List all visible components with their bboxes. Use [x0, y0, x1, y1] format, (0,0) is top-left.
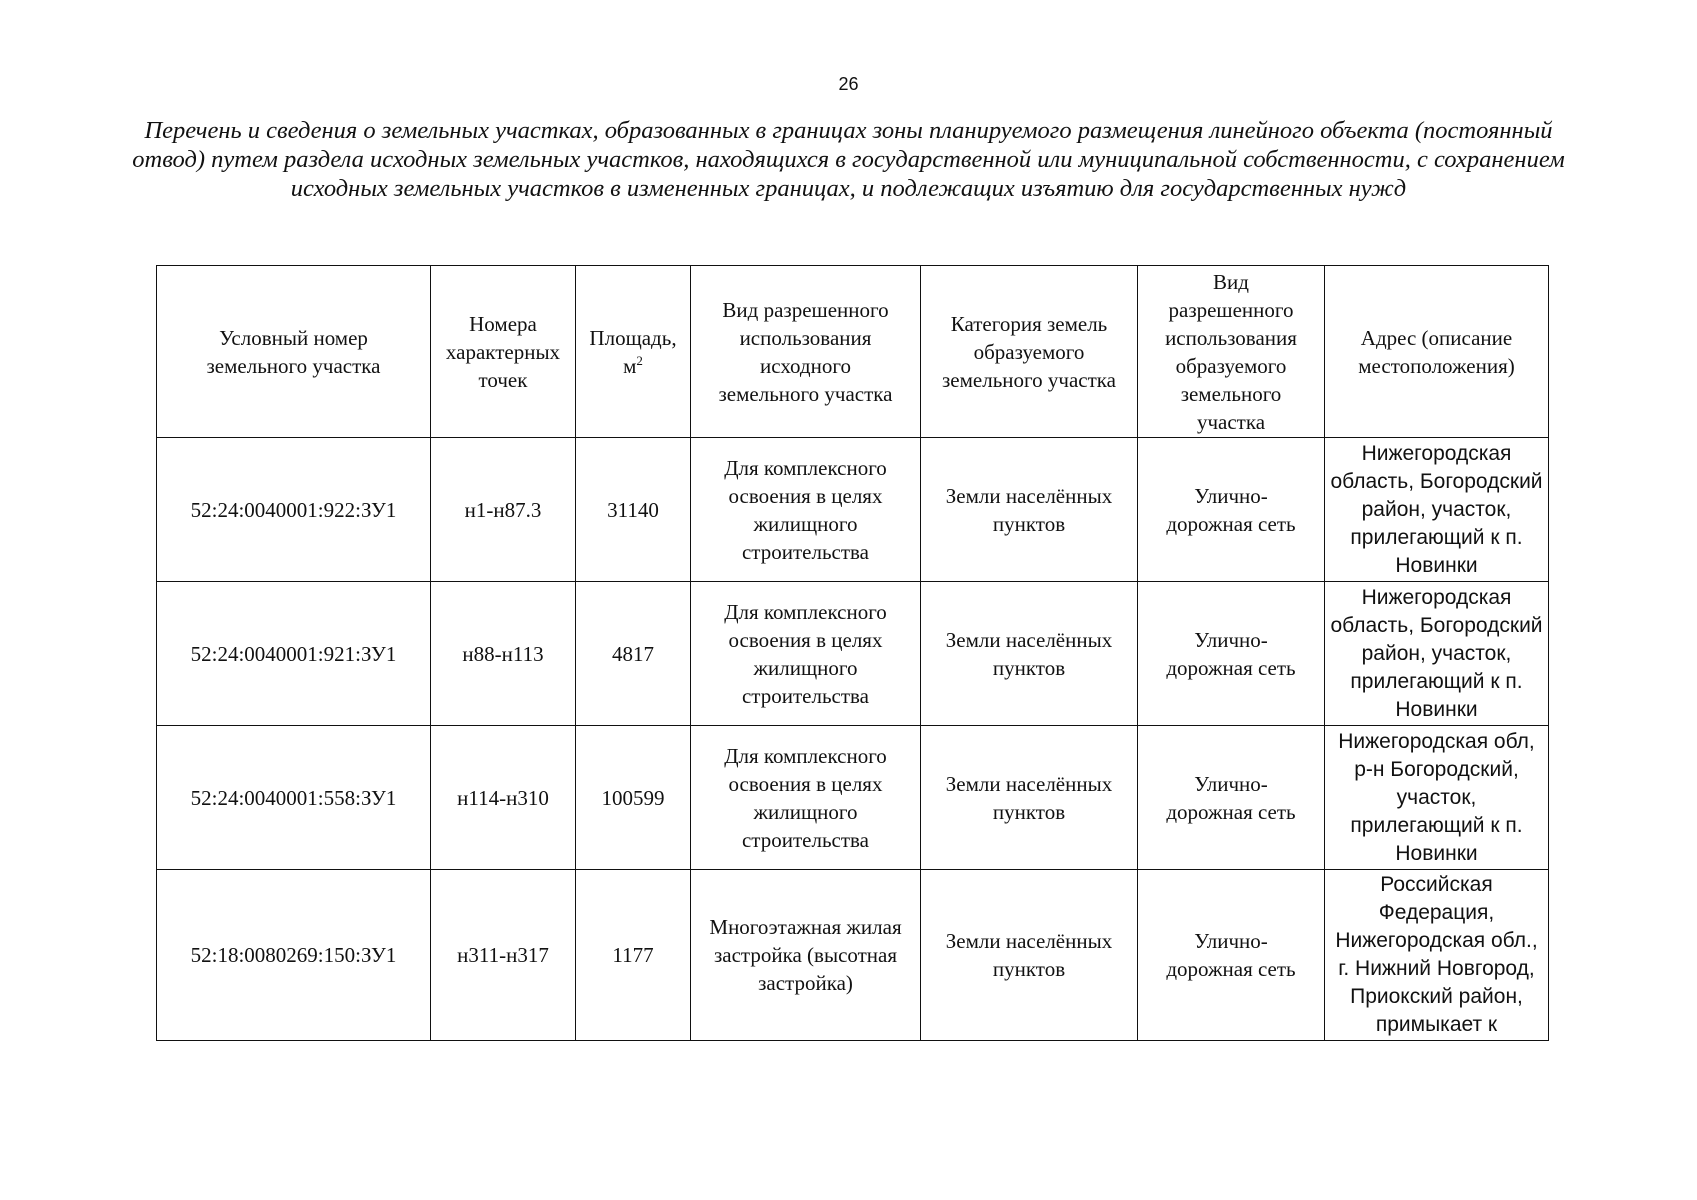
header-area [576, 266, 691, 438]
header-address: Адрес (описание местоположения) [1325, 266, 1549, 438]
cell-points: н114-н310 [431, 726, 576, 870]
header-area-label: Площадь, м [589, 325, 677, 378]
cell-area: 1177 [576, 870, 691, 1041]
table-row [157, 438, 1549, 582]
header-new-permitted-use: Вид разрешенного использования образуемого земельного участка [1138, 266, 1325, 438]
cell-new-use: Улично- дорожная сеть [1138, 582, 1325, 726]
cell-plot-number: 52:18:0080269:150:ЗУ1 [157, 870, 431, 1041]
cell-points: н1-н87.3 [431, 438, 576, 582]
document-title: Перечень и сведения о земельных участках, образованных в границах зоны планируемого размещения линейного объекта (постоянный отвод) путем раздела исходных земельных участков, находящихся в государственной или муниципальной собственности, с сохранением исходных земельных участков в измененных границах, и подлежащих изъятию для государственных нужд [132, 117, 1565, 202]
cell-new-use: Улично- дорожная сеть [1138, 726, 1325, 870]
cell-source-use: Многоэтажная жилая застройка (высотная застройка) [691, 870, 921, 1041]
cell-category: Земли населённых пунктов [921, 438, 1138, 582]
page-number: 26 [838, 74, 859, 94]
header-area-unit-superscript: 2 [636, 352, 643, 368]
header-source-permitted-use: Вид разрешенного использования исходного земельного участка [691, 266, 921, 438]
table-header-row [157, 266, 1549, 438]
cell-address: Нижегородская область, Богородский район, участок, прилегающий к п. Новинки [1325, 438, 1549, 582]
cell-points: н311-н317 [431, 870, 576, 1041]
cell-source-use: Для комплексного освоения в целях жилищного строительства [691, 726, 921, 870]
cell-address: Нижегородская обл, р-н Богородский, участок, прилегающий к п. Новинки [1325, 726, 1549, 870]
table-row [157, 726, 1549, 870]
cell-plot-number: 52:24:0040001:558:ЗУ1 [157, 726, 431, 870]
land-plots-table [156, 265, 1549, 1041]
cell-category: Земли населённых пунктов [921, 582, 1138, 726]
header-land-category: Категория земель образуемого земельного участка [921, 266, 1138, 438]
header-plot-number: Условный номер земельного участка [157, 266, 431, 438]
cell-new-use: Улично- дорожная сеть [1138, 870, 1325, 1041]
cell-area: 100599 [576, 726, 691, 870]
cell-points: н88-н113 [431, 582, 576, 726]
cell-address: Нижегородская область, Богородский район, участок, прилегающий к п. Новинки [1325, 582, 1549, 726]
cell-area: 31140 [576, 438, 691, 582]
cell-area: 4817 [576, 582, 691, 726]
cell-source-use: Для комплексного освоения в целях жилищного строительства [691, 582, 921, 726]
table-row [157, 582, 1549, 726]
cell-category: Земли населённых пунктов [921, 726, 1138, 870]
cell-category: Земли населённых пунктов [921, 870, 1138, 1041]
cell-new-use: Улично- дорожная сеть [1138, 438, 1325, 582]
cell-source-use: Для комплексного освоения в целях жилищного строительства [691, 438, 921, 582]
cell-plot-number: 52:24:0040001:922:ЗУ1 [157, 438, 431, 582]
table-row [157, 870, 1549, 1041]
cell-address: Российская Федерация, Нижегородская обл., г. Нижний Новгород, Приокский район, примыкает к [1325, 870, 1549, 1041]
cell-plot-number: 52:24:0040001:921:ЗУ1 [157, 582, 431, 726]
header-characteristic-points: Номера характерных точек [431, 266, 576, 438]
